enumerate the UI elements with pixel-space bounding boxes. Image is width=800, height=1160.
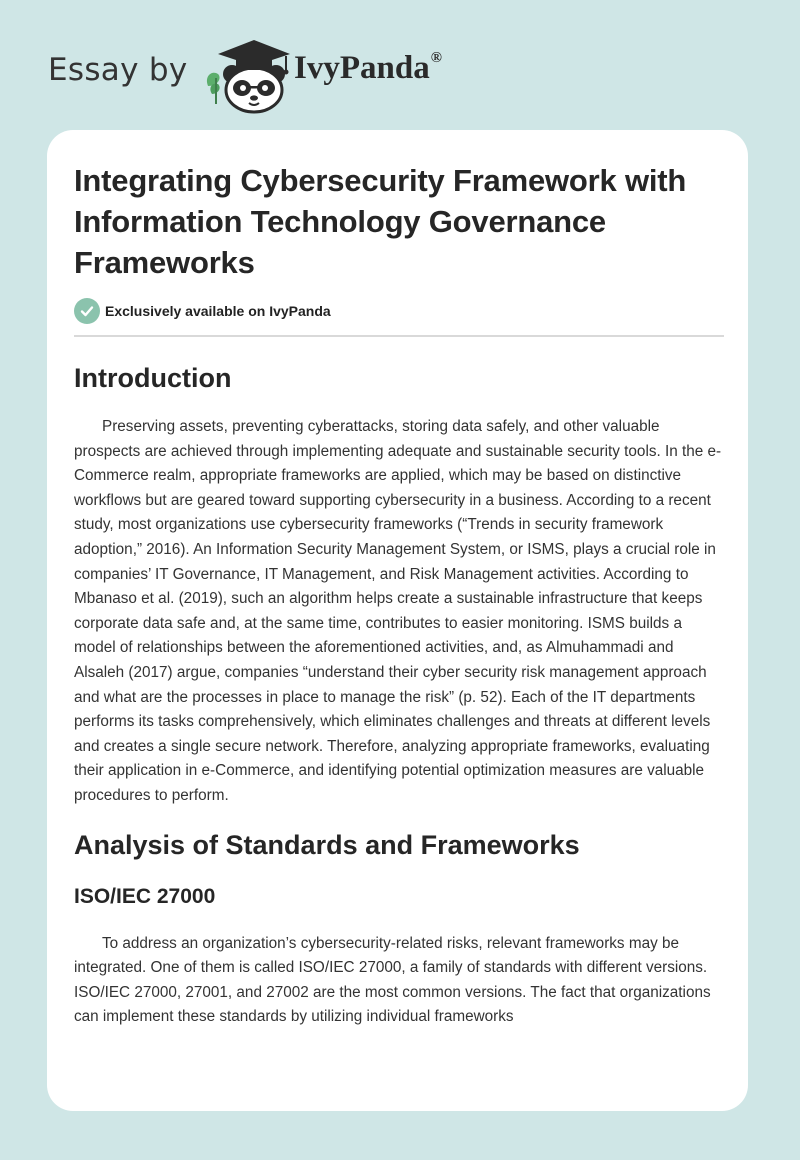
- iso-paragraph: To address an organization’s cybersecurity-related risks, relevant frameworks may be integrated. One of them is called ISO/IEC 27000, a family of standards with different versions. ISO/IEC 27000, 27001, and 27002 are the most common versions. The fact that organizations can implement these standards by utilizing individual frameworks: [74, 934, 711, 1026]
- exclusive-badge: [74, 298, 724, 324]
- exclusive-badge-text: Exclusively available on IvyPanda: [105, 303, 331, 319]
- article-content: [74, 160, 724, 1030]
- brand-name[interactable]: [294, 50, 442, 87]
- article-title: Integrating Cybersecurity Framework with Information Technology Governance Frameworks: [74, 163, 687, 280]
- site-header: [48, 34, 748, 114]
- introduction-paragraph: Preserving assets, preventing cyberattacks, storing data safely, and other valuable prospects are achieved through implementing adequate and sustainable security tools. In the e-Commerce realm, appropriate frameworks are applied, which may be based on distinctive workflows but are geared toward supporting cybersecurity in a business. According to a recent study, most organizations use cybersecurity frameworks (“Trends in security framework adoption,” 2016). An Information Security Management System, or ISMS, plays a crucial role in companies’ IT Governance, IT Management, and Risk Management activities. According to Mbanaso et al. (2019), such an algorithm helps create a sustainable infrastructure that keeps corporate data safe and, at the same time, contributes to easier monitoring. ISMS builds a model of relationships between the aforementioned activities, and, as Almuhammadi and Alsaleh (2017) argue, companies “understand their cyber security risk management approach and what are the processes in place to manage the risk” (p. 52). Each of the IT departments performs its tasks comprehensively, which eliminates challenges and threats at different levels and creates a single secure network. Therefore, analyzing appropriate frameworks, evaluating their application in e-Commerce, and identifying potential optimization measures are valuable procedures to perform.: [74, 418, 722, 804]
- checkmark-icon: [74, 298, 100, 324]
- brand-text: IvyPanda: [294, 50, 430, 86]
- article-card: [47, 130, 748, 1111]
- divider: [74, 335, 724, 337]
- section-heading-introduction: Introduction: [74, 363, 232, 393]
- registered-mark: ®: [430, 50, 442, 66]
- essay-by-label: Essay by: [48, 52, 188, 88]
- subheading-iso-iec-27000: ISO/IEC 27000: [74, 884, 216, 908]
- section-heading-analysis: Analysis of Standards and Frameworks: [74, 829, 580, 860]
- panda-logo-icon[interactable]: [202, 34, 302, 114]
